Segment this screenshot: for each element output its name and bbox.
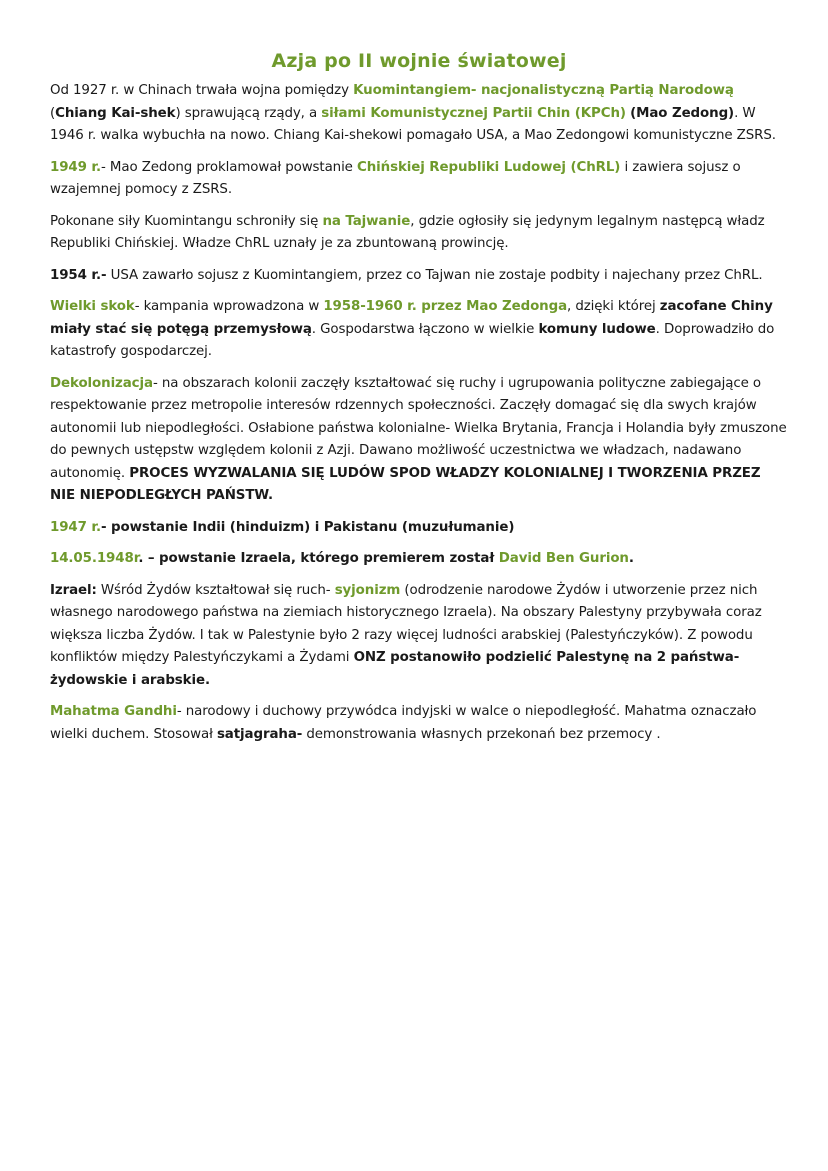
bold-text: satjagraha- bbox=[216, 726, 303, 742]
document-body bbox=[50, 80, 788, 746]
highlighted-term: 14.05.1948r bbox=[50, 551, 139, 566]
highlighted-term: Mahatma Gandhi bbox=[50, 704, 177, 719]
highlighted-term: na Tajwanie bbox=[322, 213, 411, 229]
body-text: ( bbox=[50, 105, 56, 121]
bold-text: komuny ludowe bbox=[538, 321, 656, 337]
paragraph-5 bbox=[50, 296, 788, 364]
body-text: . Doprowadziło do katastrofy gospodarczej. bbox=[50, 321, 775, 359]
body-text: ) sprawującą rządy, a bbox=[175, 105, 322, 121]
bold-text: . bbox=[628, 551, 634, 566]
page-title: Azja po II wojnie światowej bbox=[271, 50, 567, 72]
body-text: - kampania wprowadzona w bbox=[134, 299, 324, 314]
paragraph-6 bbox=[50, 373, 788, 508]
body-text: . Gospodarstwa łączono w wielkie bbox=[311, 321, 539, 337]
highlighted-term: syjonizm bbox=[334, 582, 401, 598]
body-text: USA zawarło sojusz z Kuomintangiem, przez co Tajwan nie zostaje podbity i najechany przez ChRL. bbox=[106, 267, 763, 283]
paragraph-2 bbox=[50, 157, 788, 202]
body-text: Wśród Żydów kształtował się ruch- bbox=[96, 582, 335, 598]
paragraph-3 bbox=[50, 211, 788, 256]
highlighted-term: siłami Komunistycznej Partii Chin (KPCh) bbox=[321, 105, 626, 121]
body-text: . W 1946 r. walka wybuchła na nowo. Chiang Kai-shekowi pomagało USA, a Mao Zedongowi komunistyczne ZSRS. bbox=[50, 105, 776, 143]
body-text: demonstrowania własnych przekonań bez przemocy . bbox=[302, 726, 661, 742]
bold-text: 1954 r.- bbox=[50, 267, 107, 283]
body-text: - Mao Zedong proklamował powstanie bbox=[101, 159, 357, 175]
paragraph-1 bbox=[50, 80, 788, 148]
highlighted-term: 1958-1960 r. przez Mao Zedonga bbox=[323, 299, 568, 314]
body-text: - na obszarach kolonii zaczęły kształtować się ruchy i ugrupowania polityczne zabiegające o respektowanie przez metropolie interesów rdzennych społeczności. Zaczęły domagać się dla swych krajów autonomii lub niepodległości. Osłabione państwa kolonialne- Wielka Brytania, Francja i Holandia były zmuszone do pewnych ustępstw względem kolonii z Azji. Dawano możliwość uczestnictwa we władzach, nadawano autonomię. bbox=[50, 375, 787, 481]
body-text: (odrodzenie narodowe Żydów i utworzenie przez nich własnego narodowego państwa na ziemiach historycznego Izraela). Na obszary Palestyny przybywała coraz większa liczba Żydów. I tak w Palestynie było 2 razy więcej ludności arabskiej (Palestyńczyków). Z powodu konfliktów między Palestyńczykami a Żydami bbox=[50, 582, 762, 665]
bold-text: . – powstanie Izraela, którego premierem został bbox=[138, 551, 499, 566]
body-text: , dzięki której bbox=[567, 299, 660, 314]
paragraph-7 bbox=[50, 517, 788, 540]
body-text: Pokonane siły Kuomintangu schroniły się bbox=[50, 213, 323, 229]
body-text: - narodowy i duchowy przywódca indyjski w walce o niepodległość. Mahatma oznaczało wielki duchem. Stosował bbox=[50, 704, 757, 742]
bold-text: PROCES WYZWALANIA SIĘ LUDÓW SPOD WŁADZY KOLONIALNEJ I TWORZENIA PRZEZ NIE NIEPODLEGŁYCH PAŃSTW. bbox=[50, 465, 761, 503]
highlighted-term: Chińskiej Republiki Ludowej (ChRL) bbox=[356, 159, 621, 175]
highlighted-term: 1949 r. bbox=[50, 159, 102, 175]
highlighted-term: David Ben Gurion bbox=[498, 551, 629, 566]
bold-text: Izrael: bbox=[50, 582, 97, 598]
bold-text: ONZ postanowiło podzielić Palestynę na 2 państwa- żydowskie i arabskie. bbox=[50, 650, 740, 688]
body-text: i zawiera sojusz o wzajemnej pomocy z ZSRS. bbox=[50, 159, 741, 197]
body-text: , gdzie ogłosiły się jedynym legalnym następcą władz Republiki Chińskiej. Władze ChRL uznały je za zbuntowaną prowincję. bbox=[50, 213, 765, 251]
bold-text: Chiang Kai-shek bbox=[55, 105, 176, 121]
highlighted-term: Kuomintangiem- nacjonalistyczną Partią Narodową bbox=[353, 83, 734, 98]
paragraph-9 bbox=[50, 580, 788, 693]
highlighted-term: 1947 r. bbox=[50, 519, 102, 535]
body-text: Od 1927 r. w Chinach trwała wojna pomiędzy bbox=[50, 83, 354, 98]
bold-text: zacofane Chiny miały stać się potęgą przemysłową bbox=[50, 299, 773, 337]
highlighted-term: Dekolonizacja bbox=[50, 375, 153, 391]
paragraph-8 bbox=[50, 548, 788, 571]
bold-text: - powstanie Indii (hinduizm) i Pakistanu (muzułumanie) bbox=[101, 519, 515, 535]
highlighted-term: Wielki skok bbox=[50, 299, 135, 314]
paragraph-10 bbox=[50, 701, 788, 746]
paragraph-4 bbox=[50, 265, 788, 288]
bold-text: (Mao Zedong) bbox=[630, 105, 735, 121]
